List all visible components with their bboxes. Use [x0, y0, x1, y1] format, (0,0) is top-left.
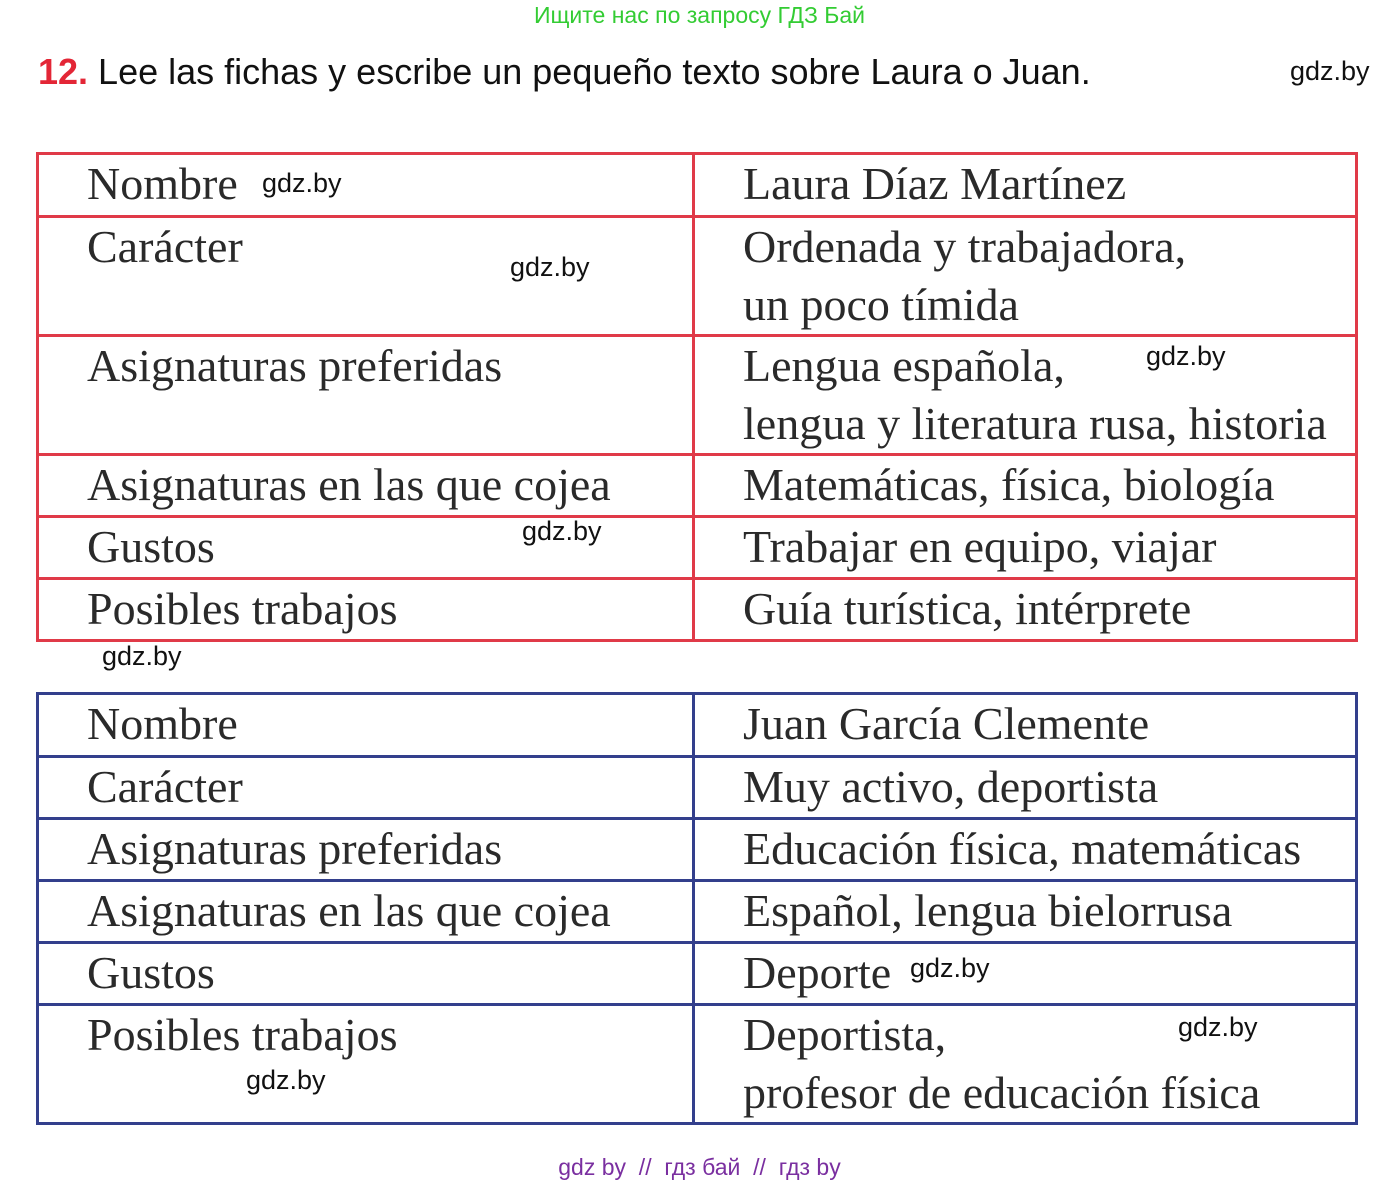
field-label-asignaturas-preferidas: Asignaturas preferidas [38, 336, 694, 455]
field-value-asignaturas-cojea: Matemáticas, física, biología [694, 455, 1357, 517]
field-label-gustos: Gustos [38, 943, 694, 1005]
field-value-nombre: Juan García Clemente [694, 694, 1357, 757]
table-row [38, 154, 1357, 217]
exercise-heading [38, 50, 1091, 94]
watermark: gdz.by [1146, 341, 1226, 371]
field-value-caracter [694, 217, 1357, 336]
table-row [38, 579, 1357, 641]
field-label-posibles-trabajos: Posibles trabajos [38, 1005, 694, 1124]
table-row [38, 694, 1357, 757]
watermark: gdz.by [1178, 1012, 1258, 1042]
footer-links [0, 1152, 1399, 1182]
field-label-asignaturas-cojea: Asignaturas en las que cojea [38, 455, 694, 517]
value-line: Lengua española, [743, 340, 1065, 391]
field-value-gustos: Deporte [694, 943, 1357, 1005]
value-line: Ordenada y trabajadora, [743, 221, 1187, 272]
field-value-posibles-trabajos [694, 1005, 1357, 1124]
value-line: profesor de educación física [743, 1067, 1261, 1118]
field-label-nombre: Nombre [38, 694, 694, 757]
laura-card [36, 152, 1358, 642]
footer-text: gdz by // гдз бай // гдз by [558, 1154, 841, 1180]
watermark: gdz.by [262, 168, 342, 198]
watermark: gdz.by [102, 641, 182, 671]
table-row [38, 1005, 1357, 1124]
field-label-caracter: Carácter [38, 217, 694, 336]
watermark: gdz.by [510, 252, 590, 282]
table-row [38, 757, 1357, 819]
value-line: un poco tímida [743, 279, 1019, 330]
value-line: lengua y literatura rusa, historia [743, 398, 1327, 449]
table-row [38, 217, 1357, 336]
exercise-instruction: Lee las fichas y escribe un pequeño texto sobre Laura o Juan. [98, 51, 1091, 92]
table-row [38, 336, 1357, 455]
field-label-posibles-trabajos: Posibles trabajos [38, 579, 694, 641]
value-line: Deportista, [743, 1009, 947, 1060]
juan-card [36, 692, 1358, 1125]
table-row [38, 455, 1357, 517]
field-label-asignaturas-cojea: Asignaturas en las que cojea [38, 881, 694, 943]
table-row [38, 517, 1357, 579]
field-value-nombre: Laura Díaz Martínez [694, 154, 1357, 217]
field-label-nombre: Nombre [38, 154, 694, 217]
field-value-asignaturas-cojea: Español, lengua bielorrusa [694, 881, 1357, 943]
watermark: gdz.by [910, 953, 990, 983]
table-row [38, 819, 1357, 881]
exercise-number: 12. [38, 51, 89, 92]
field-value-gustos: Trabajar en equipo, viajar [694, 517, 1357, 579]
field-value-asignaturas-preferidas [694, 336, 1357, 455]
field-value-caracter: Muy activo, deportista [694, 757, 1357, 819]
field-label-caracter: Carácter [38, 757, 694, 819]
watermark: gdz.by [522, 516, 602, 546]
watermark: gdz.by [1290, 56, 1370, 86]
table-row [38, 943, 1357, 1005]
table-row [38, 881, 1357, 943]
field-label-gustos: Gustos [38, 517, 694, 579]
field-value-asignaturas-preferidas: Educación física, matemáticas [694, 819, 1357, 881]
watermark: gdz.by [246, 1065, 326, 1095]
field-value-posibles-trabajos: Guía turística, intérprete [694, 579, 1357, 641]
field-label-asignaturas-preferidas: Asignaturas preferidas [38, 819, 694, 881]
top-banner: Ищите нас по запросу ГДЗ Бай [533, 2, 866, 28]
